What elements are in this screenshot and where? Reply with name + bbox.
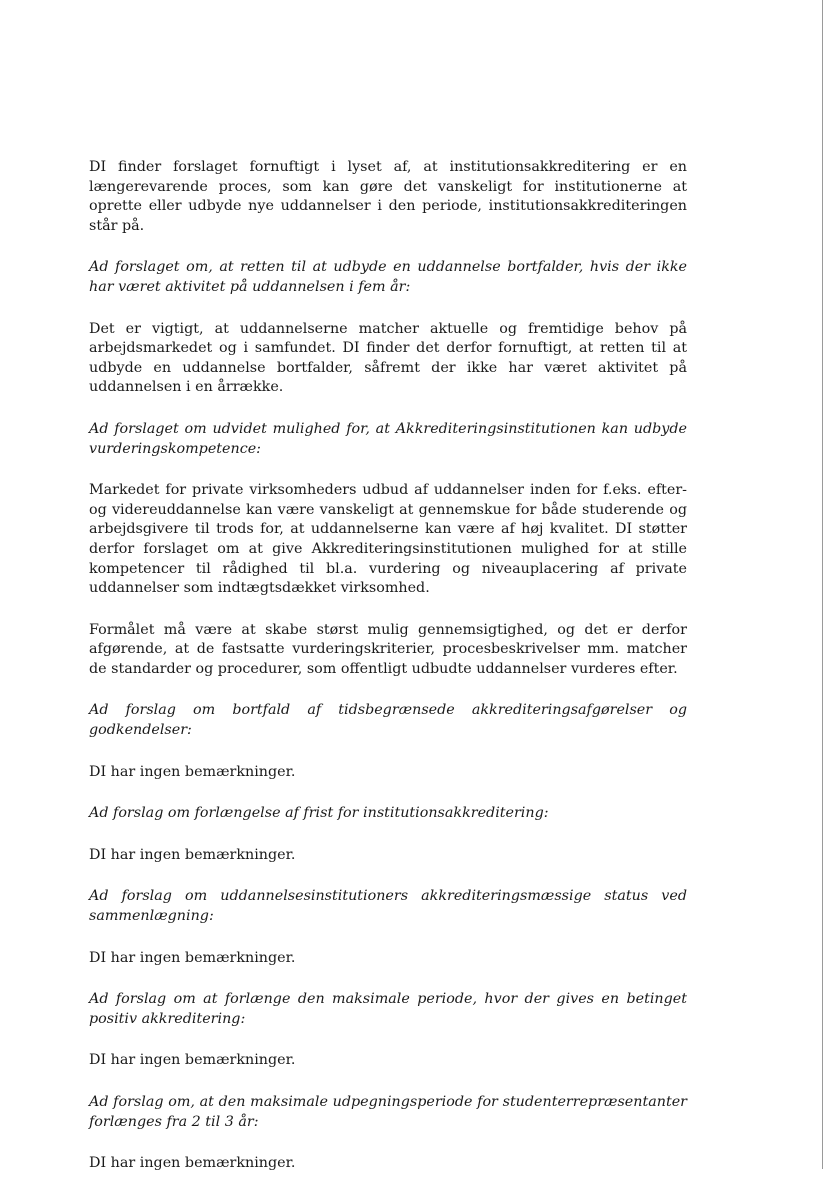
paragraph-ingen-bemaerkninger-1: DI har ingen bemærkninger.: [89, 763, 296, 780]
section-heading-tidsbegraensede: Ad forslag om bortfald af tidsbegrænsede akkrediteringsafgørelser og godkendelser:: [89, 702, 687, 739]
section-heading-sammenlaegning: Ad forslag om uddannelsesinstitutioners akkrediteringsmæssige status ved sammenlægning:: [89, 888, 687, 925]
document-body: [89, 158, 687, 1196]
section-heading-betinget-akkreditering: Ad forslag om at forlænge den maksimale periode, hvor der gives en betinget positiv akkreditering:: [89, 991, 687, 1027]
section-heading-vurderingskompetence: Ad forslaget om udvidet mulighed for, at Akkrediteringsinstitutionen kan udbyde vurderingskompetence:: [89, 420, 687, 457]
paragraph-ingen-bemaerkninger-3: DI har ingen bemærkninger.: [89, 949, 296, 966]
paragraph-ingen-bemaerkninger-4: DI har ingen bemærkninger.: [89, 1052, 296, 1069]
section-heading-bortfald: Ad forslaget om, at retten til at udbyde en uddannelse bortfalder, hvis der ikke har været aktivitet på uddannelsen i fem år:: [89, 259, 687, 295]
paragraph-bortfald: Det er vigtigt, at uddannelserne matcher aktuelle og fremtidige behov på arbejdsmarkedet og i samfundet. DI finder det derfor fornuftigt, at retten til at udbyde en uddannelse bortfalder, såfremt der ikke har været aktivitet på uddannelsen i en årrække.: [89, 320, 687, 396]
paragraph-ingen-bemaerkninger-2: DI har ingen bemærkninger.: [89, 846, 296, 863]
section-heading-udpegningsperiode: Ad forslag om, at den maksimale udpegningsperiode for studenterrepræsentanter forlænges fra 2 til 3 år:: [89, 1094, 687, 1130]
page-edge-line: [822, 0, 823, 1169]
section-heading-frist: Ad forslag om forlængelse af frist for institutionsakkreditering:: [89, 805, 549, 822]
paragraph-markedet: Markedet for private virksomheders udbud af uddannelser inden for f.eks. efter- og videreuddannelse kan være vanskeligt at gennemskue for både studerende og arbejdsgivere til trods for, at uddannelserne kan være af høj kvalitet. DI støtter derfor forslaget om at give Akkrediteringsinstitutionen mulighed for at stille kompetencer til rådighed til bl.a. vurdering og niveauplacering af private uddannelser som indtægtsdækket virksomhed.: [89, 482, 687, 597]
paragraph-intro: DI finder forslaget fornuftigt i lyset af, at institutionsakkreditering er en længerevarende proces, som kan gøre det vanskeligt for institutionerne at oprette eller udbyde nye uddannelser i den periode, institutionsakkrediteringen står på.: [89, 159, 687, 234]
paragraph-ingen-bemaerkninger-5: DI har ingen bemærkninger.: [89, 1155, 296, 1172]
paragraph-formaalet: Formålet må være at skabe størst mulig gennemsigtighed, og det er derfor afgørende, at de fastsatte vurderingskriterier, procesbeskrivelser mm. matcher de standarder og procedurer, som offentligt udbudte uddannelser vurderes efter.: [89, 621, 687, 677]
